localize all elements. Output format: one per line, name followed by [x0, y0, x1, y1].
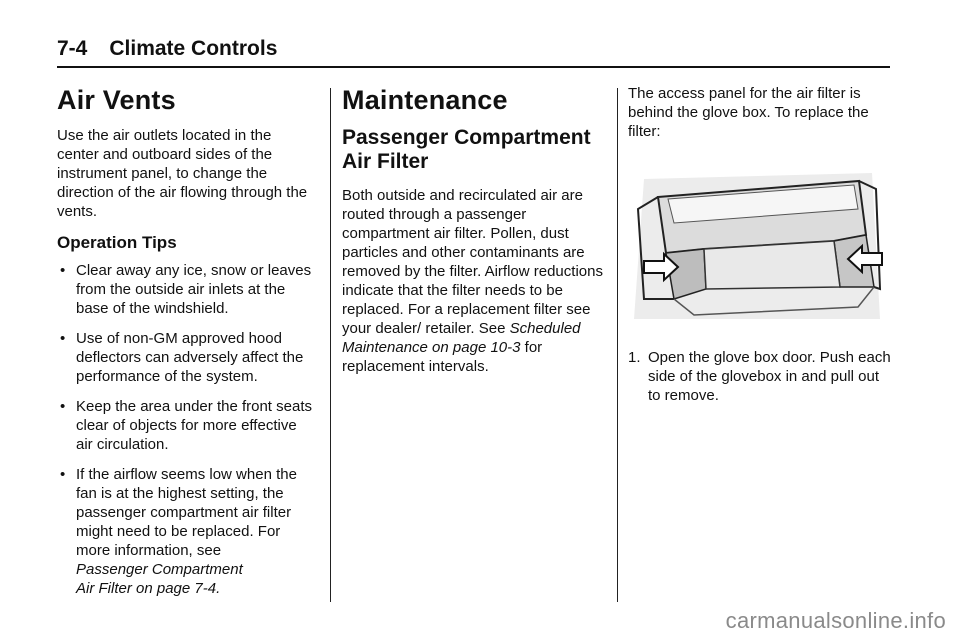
bullet-icon: •	[60, 330, 66, 347]
step-number: 1.	[628, 349, 641, 366]
list-item: • If the airflow seems low when the fan is at the highest setting, the passenger compartment air filter might need to be replaced. For more information, see Passenger Compartment Air Filter on page 7-4.	[60, 466, 297, 597]
list-item: • Clear away any ice, snow or leaves from the outside air inlets at the base of the windshield.	[60, 262, 312, 317]
list-item: • Keep the area under the front seats clear of objects for more effective air circulation.	[60, 398, 312, 453]
air-vents-title: Air Vents	[57, 85, 176, 115]
filter-steps-list	[628, 348, 893, 405]
page-header	[57, 36, 890, 68]
bullet-icon: •	[60, 398, 66, 415]
filter-subtitle: Passenger Compartment Air Filter	[342, 126, 591, 173]
column-air-vents	[57, 84, 315, 609]
column-divider	[617, 88, 618, 602]
cross-reference-link[interactable]: Passenger Compartment	[76, 561, 243, 578]
cross-reference-link[interactable]: Air Filter on page 7-4.	[76, 580, 221, 597]
watermark: carmanualsonline.info	[725, 608, 946, 633]
access-panel-intro: The access panel for the air filter is behind the glove box. To replace the filter:	[628, 85, 869, 140]
column-filter-steps	[628, 84, 893, 405]
bullet-icon: •	[60, 262, 66, 279]
list-item: 1. Open the glove box door. Push each side of the glovebox in and pull out to remove.	[628, 349, 891, 404]
operation-tips-list	[57, 261, 315, 598]
maintenance-title: Maintenance	[342, 85, 508, 115]
column-divider	[330, 88, 331, 602]
section-title: Climate Controls	[109, 37, 278, 60]
filter-paragraph: Both outside and recirculated air are routed through a passenger compartment air filter. Pollen, dust particles and other contaminants are removed by the filter. Airflow reductions indicate that the filter needs to be replaced. For a replacement filter see your dealer/ retailer. See Scheduled Maintenance on page 10-3 for replacement intervals.	[342, 187, 603, 375]
air-vents-intro: Use the air outlets located in the center and outboard sides of the instrument panel, to change the direction of the air flowing through the vents.	[57, 127, 308, 220]
bullet-icon: •	[60, 466, 66, 483]
column-maintenance	[342, 84, 607, 376]
cross-reference-link[interactable]: Scheduled Maintenance on page 10-3	[342, 320, 581, 356]
page-number: 7-4	[57, 37, 88, 60]
operation-tips-heading: Operation Tips	[57, 233, 177, 252]
list-item: • Use of non-GM approved hood deflectors can adversely affect the performance of the system.	[60, 330, 304, 385]
glovebox-illustration	[634, 169, 884, 319]
